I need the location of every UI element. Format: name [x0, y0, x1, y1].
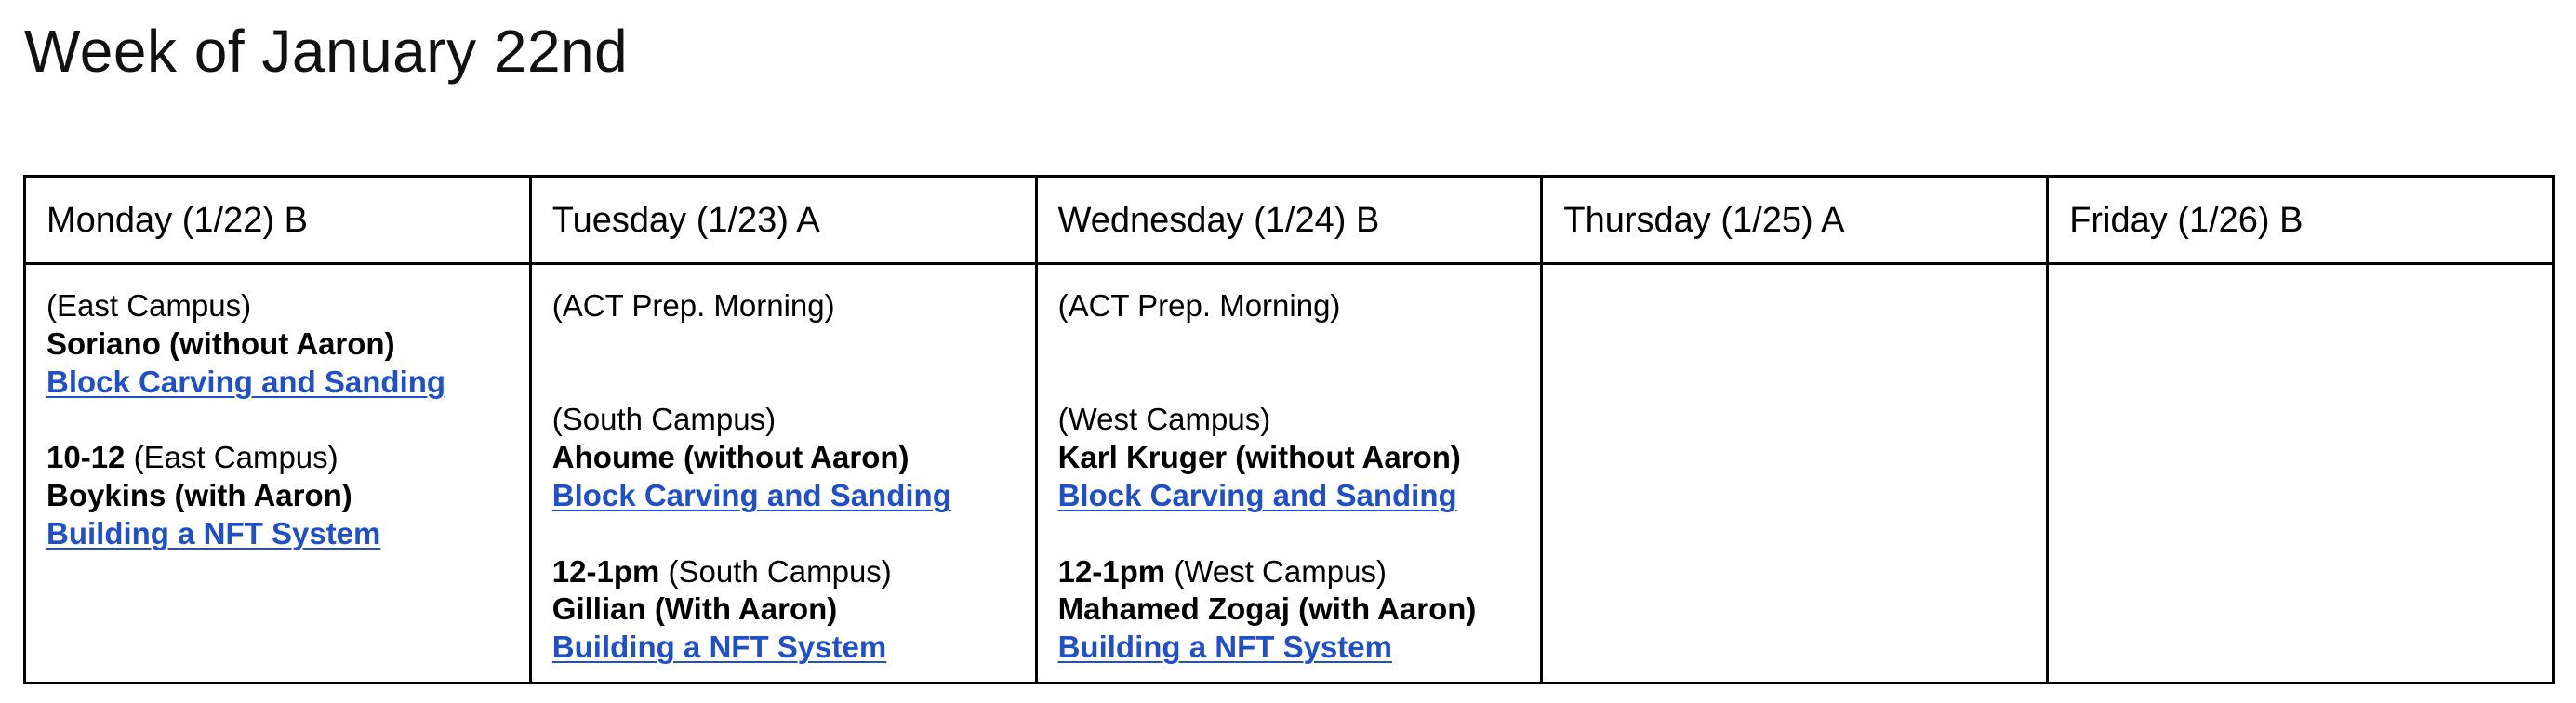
- session-entry: [552, 553, 1035, 667]
- spacer: [552, 515, 1035, 553]
- day-cell-monday: [25, 264, 531, 683]
- session-time: 10-12: [46, 440, 126, 475]
- session-time: 12-1pm: [1057, 553, 1166, 589]
- session-entry: [46, 439, 529, 552]
- session-entry: [552, 401, 1035, 514]
- session-location: (West Campus): [1174, 553, 1387, 589]
- day-cell-tuesday: [530, 264, 1036, 683]
- day-header-row: [25, 177, 2554, 264]
- session-link[interactable]: Block Carving and Sanding: [1057, 477, 1457, 512]
- spacer: [552, 325, 1035, 364]
- session-time: 12-1pm: [551, 553, 660, 589]
- day-note: (ACT Prep. Morning): [551, 288, 835, 323]
- session-teacher: Boykins (with Aaron): [46, 477, 352, 512]
- spacer: [46, 401, 529, 439]
- session-teacher: Ahoume (without Aaron): [551, 440, 910, 475]
- session-teacher: Soriano (without Aaron): [46, 325, 395, 361]
- day-cell-wednesday: [1036, 264, 1542, 683]
- session-link[interactable]: Building a NFT System: [551, 630, 887, 665]
- session-teacher: Gillian (With Aaron): [551, 591, 838, 627]
- spacer: [1058, 364, 1541, 402]
- day-header-friday: Friday (1/26) B: [2048, 177, 2554, 264]
- session-location: (East Campus): [46, 288, 252, 323]
- day-note: (ACT Prep. Morning): [1057, 288, 1341, 323]
- schedule-row: [25, 264, 2554, 683]
- page-title: Week of January 22nd: [24, 18, 629, 85]
- spacer: [552, 364, 1035, 402]
- day-header-tuesday: Tuesday (1/23) A: [530, 177, 1036, 264]
- session-location: (South Campus): [668, 553, 892, 589]
- session-link[interactable]: Block Carving and Sanding: [46, 364, 446, 399]
- session-link[interactable]: Building a NFT System: [46, 515, 381, 550]
- weekly-schedule-table: [23, 175, 2555, 684]
- day-header-monday: Monday (1/22) B: [25, 177, 531, 264]
- session-entry: [1058, 553, 1541, 667]
- session-link[interactable]: Block Carving and Sanding: [551, 477, 951, 512]
- session-teacher: Karl Kruger (without Aaron): [1057, 440, 1461, 475]
- session-location: (West Campus): [1057, 402, 1271, 437]
- session-teacher: Mahamed Zogaj (with Aaron): [1057, 591, 1477, 627]
- session-entry: [1058, 401, 1541, 514]
- session-link[interactable]: Building a NFT System: [1057, 630, 1392, 665]
- day-header-wednesday: Wednesday (1/24) B: [1036, 177, 1542, 264]
- day-cell-friday[interactable]: [2048, 264, 2554, 683]
- spacer: [1058, 515, 1541, 553]
- spacer: [1058, 325, 1541, 364]
- day-cell-thursday[interactable]: [1542, 264, 2048, 683]
- session-location: (South Campus): [551, 402, 777, 437]
- session-location: (East Campus): [133, 440, 339, 475]
- day-header-thursday: Thursday (1/25) A: [1542, 177, 2048, 264]
- session-entry: [46, 287, 529, 401]
